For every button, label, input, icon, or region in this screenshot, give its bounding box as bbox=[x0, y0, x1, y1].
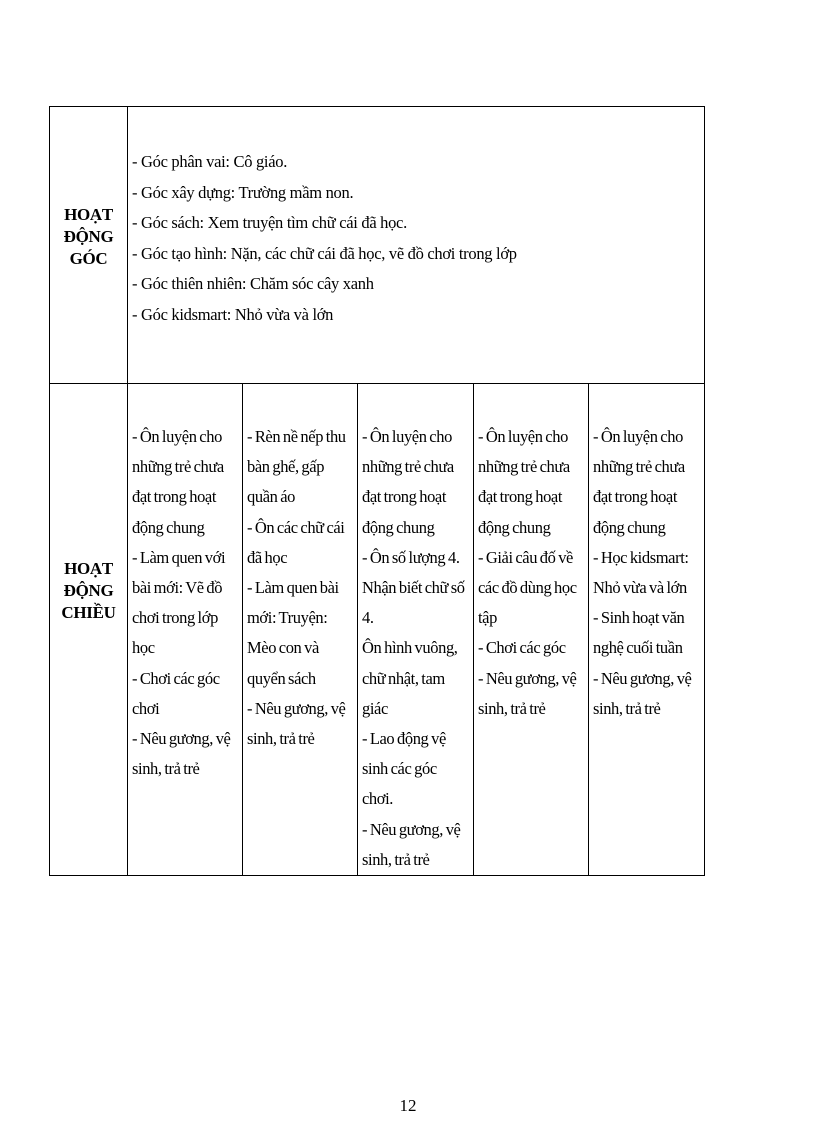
list-item: - Giải câu đố về các đồ dùng học tập bbox=[478, 547, 577, 628]
table-row-hoat-dong-goc bbox=[50, 107, 705, 384]
row-label-line: HOẠT bbox=[64, 205, 113, 224]
list-item: - Học kidsmart: Nhỏ vừa và lớn bbox=[593, 547, 689, 598]
day-cell-2 bbox=[243, 384, 358, 876]
list-item: - Nêu gương, vệ sinh, trả trẻ bbox=[478, 668, 577, 718]
day-cell-5 bbox=[589, 384, 705, 876]
list-item: - Nêu gương, vệ sinh, trả trẻ bbox=[247, 698, 346, 749]
activity-plan-table bbox=[49, 106, 705, 876]
list-item: - Ôn số lượng 4. Nhận biết chữ số 4. bbox=[362, 547, 465, 628]
list-item: Ôn hình vuông, chữ nhật, tam giác bbox=[362, 638, 458, 718]
list-item: - Góc sách: Xem truyện tìm chữ cái đã học. bbox=[132, 213, 407, 232]
list-item: - Làm quen bài mới: Truyện: Mèo con và quyển sách bbox=[247, 578, 339, 688]
list-item: - Chơi các góc bbox=[478, 638, 566, 658]
day-cell-4 bbox=[474, 384, 589, 876]
row-label-line: GÓC bbox=[69, 249, 108, 268]
list-item: - Góc xây dựng: Trường mầm non. bbox=[132, 182, 354, 202]
row-label-line: ĐỘNG bbox=[63, 581, 114, 600]
list-item: - Nêu gương, vệ sinh, trả trẻ bbox=[593, 668, 692, 718]
list-item: - Nêu gương, vệ sinh, trả trẻ bbox=[132, 729, 231, 779]
list-item: - Chơi các góc chơi bbox=[132, 668, 220, 718]
table-row-hoat-dong-chieu bbox=[50, 384, 705, 876]
list-item: - Làm quen với bài mới: Vẽ đồ chơi trong lớp học bbox=[132, 547, 226, 658]
list-item: - Ôn luyện cho những trẻ chưa đạt trong hoạt động chung bbox=[132, 427, 224, 537]
page-number: 12 bbox=[399, 1096, 417, 1115]
day-cell-1 bbox=[128, 384, 243, 876]
goc-activities-cell bbox=[128, 107, 705, 384]
row-label-line: ĐỘNG bbox=[63, 227, 114, 246]
day-cell-3 bbox=[358, 384, 474, 876]
row-label-line: HOẠT bbox=[64, 559, 113, 578]
list-item: - Góc tạo hình: Nặn, các chữ cái đã học, vẽ đồ chơi trong lớp bbox=[132, 243, 517, 263]
list-item: - Góc thiên nhiên: Chăm sóc cây xanh bbox=[132, 274, 374, 293]
list-item: - Nêu gương, vệ sinh, trả trẻ bbox=[362, 819, 461, 869]
row-label bbox=[50, 107, 127, 270]
list-item: - Góc kidsmart: Nhỏ vừa và lớn bbox=[132, 304, 334, 324]
row-label-cell bbox=[50, 107, 128, 384]
list-item: - Ôn các chữ cái đã học bbox=[247, 517, 345, 567]
goc-activities-list bbox=[128, 107, 704, 330]
list-item: - Ôn luyện cho những trẻ chưa đạt trong hoạt động chung bbox=[593, 427, 685, 537]
row-label bbox=[50, 384, 127, 624]
list-item: - Ôn luyện cho những trẻ chưa đạt trong hoạt động chung bbox=[362, 427, 454, 537]
row-label-cell bbox=[50, 384, 128, 876]
list-item: - Góc phân vai: Cô giáo. bbox=[132, 152, 288, 171]
list-item: - Sinh hoạt văn nghệ cuối tuần bbox=[593, 608, 685, 658]
list-item: - Lao động vệ sinh các góc chơi. bbox=[362, 729, 446, 809]
row-label-line: CHIỀU bbox=[61, 603, 116, 622]
list-item: - Rèn nề nếp thu bàn ghế, gấp quần áo bbox=[247, 427, 346, 507]
list-item: - Ôn luyện cho những trẻ chưa đạt trong hoạt động chung bbox=[478, 427, 570, 537]
